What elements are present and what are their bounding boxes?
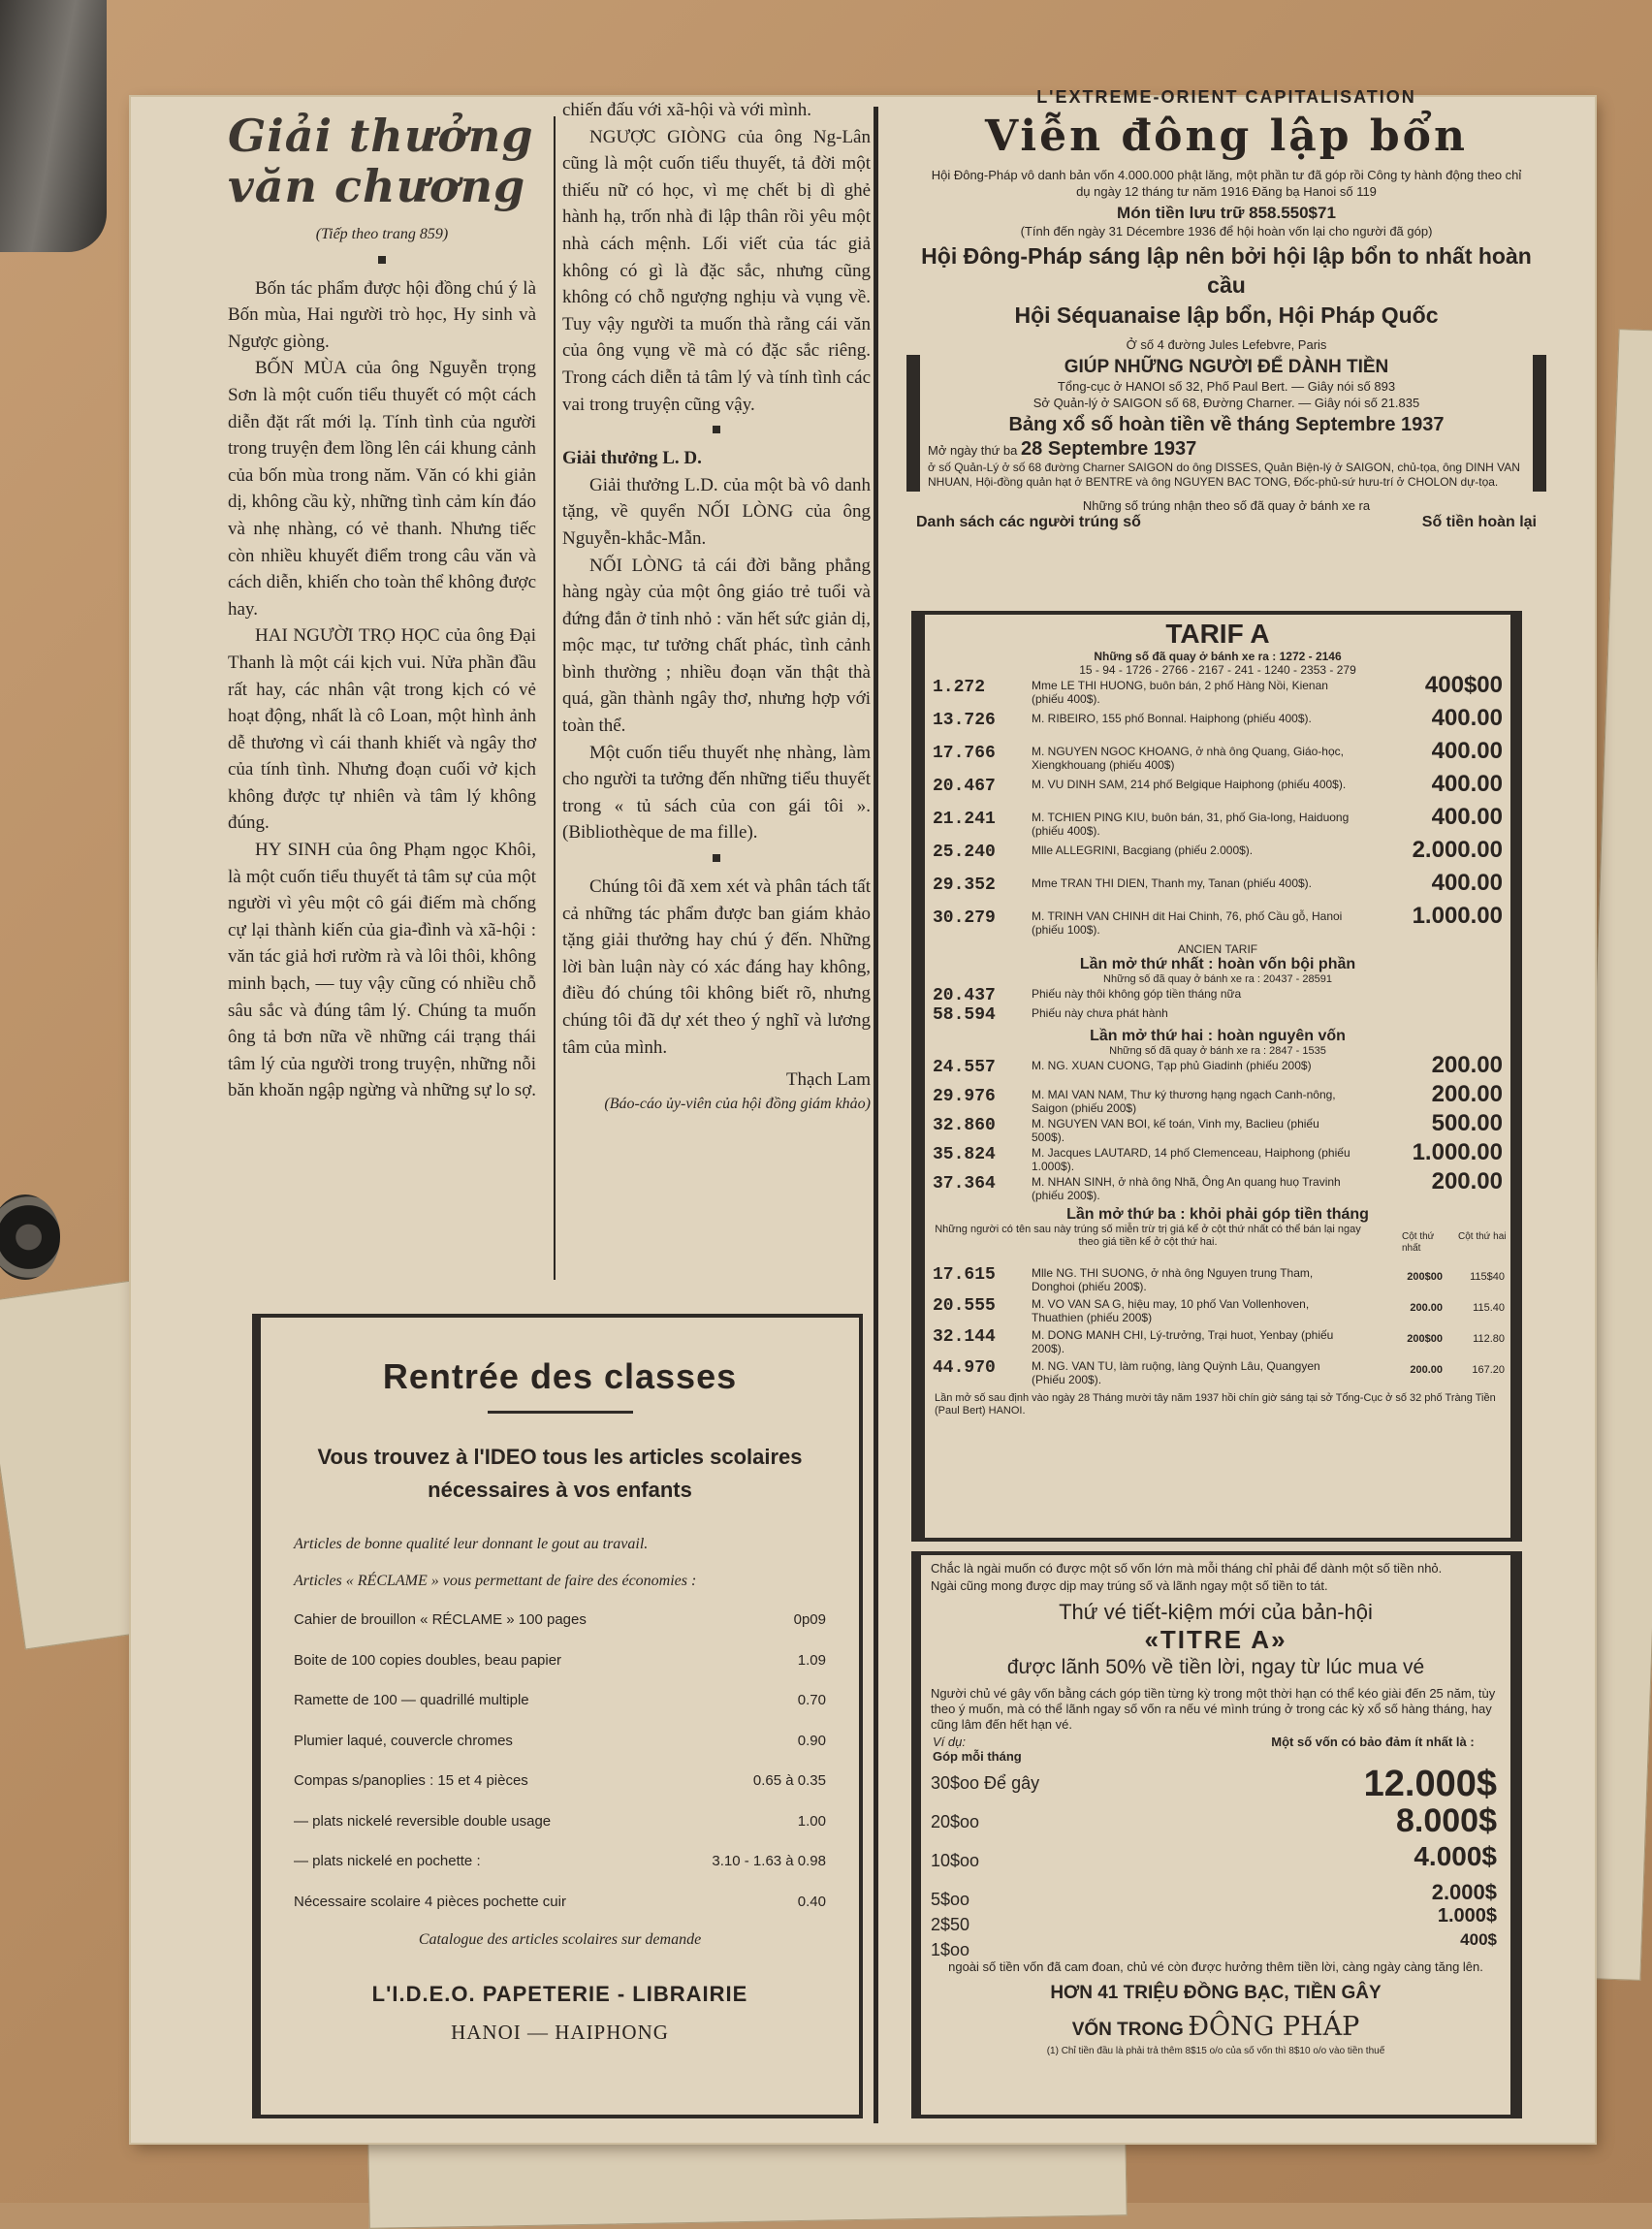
tarif-row-amount: 1.000.00	[1412, 903, 1503, 929]
reserve-value: 858.550$71	[1249, 204, 1336, 222]
next-draw-note: Lần mở số sau định vào ngày 28 Tháng mười tây năm 1937 hồi chín giờ sáng tại sở Tổng-Cục ở số 32 phố Tràng Tiền (Paul Bert) HANOI.	[935, 1392, 1496, 1417]
tarif-row	[925, 1357, 1510, 1388]
second-draw-note: Những số đã quay ở bánh xe ra : 2847 - 1535	[1109, 1045, 1326, 1057]
continued-note: (Tiếp theo trang 859)	[315, 226, 449, 242]
winners-left-label: Danh sách các người trúng số	[916, 514, 1141, 530]
titre-example: Ví dụ:	[933, 1735, 966, 1749]
tarif-row-description: Mlle ALLEGRINI, Bacgiang (phiếu 2.000$).	[1032, 844, 1254, 857]
signature-note: (Báo-cáo ủy-viên của hội đồng giám khảo)	[604, 1095, 871, 1112]
titre-heading: Thứ vé tiết-kiệm mới của bản-hội	[1059, 1600, 1373, 1624]
first-draw-rows	[925, 985, 1510, 1024]
article-paragraph: HY SINH của ông Phạm ngọc Khôi, là một cuốn tiểu thuyết tả tâm sự của một người vì yêu một cô gái điếm mà chống cự lại thành kiến của gia-đình và xã-hội : văn tác giả hơi rườm rà và lôi thôi, không minh bạch, — tuy vậy cũng có nhiều chỗ sâu sắc và đúng tâm lý. Chúng ta muốn ông tả bơn nữa về những cái trạng thái tâm lý của người trong truyện, những nỗi băn khoăn ngập ngừng và những sự lo sợ.	[228, 840, 536, 1101]
tarif-row-number: 21.241	[933, 810, 996, 829]
third-draw-header	[925, 1224, 1510, 1264]
titre-row	[921, 1880, 1510, 1909]
tarif-row-number: 29.976	[933, 1087, 996, 1106]
tarif-row-amount: 400.00	[1431, 804, 1503, 830]
lottery-date-line	[928, 438, 1525, 461]
titre-row	[921, 1905, 1510, 1934]
titre-foot-a: VỐN TRONG	[1071, 2020, 1184, 2040]
second-draw-label: Lần mở thứ hai : hoàn nguyên vốn	[1090, 1028, 1346, 1044]
tarif-row	[925, 672, 1510, 710]
tarif-row	[925, 1081, 1510, 1115]
newspaper-page	[131, 87, 1595, 2143]
titre-row	[921, 1802, 1510, 1841]
titre-foot-line	[921, 2012, 1510, 2042]
winners-note: Những số trúng nhận theo số đã quay ở bánh xe ra	[1082, 498, 1371, 513]
tarif-row-number: 35.824	[933, 1145, 996, 1164]
ad-item-price: 0.65 à 0.35	[752, 1772, 826, 1789]
titre-bonus: ngoài số tiền vốn đã cam đoan, chủ vé còn được hưởng thêm tiền lời, càng ngày càng tăng lên.	[948, 1959, 1483, 1974]
titre-foot-b: ĐÔNG PHÁP	[1188, 2012, 1360, 2042]
first-draw-label: Lần mở thứ nhất : hoàn vốn bội phần	[1079, 956, 1356, 972]
article-title: Giải thưởng văn chương	[228, 110, 534, 212]
tarif-row	[925, 1326, 1510, 1357]
titre-intro: Ngài cũng mong được dịp may trúng số và lãnh ngay một số tiền to tát.	[931, 1578, 1328, 1593]
ad-divider	[488, 1411, 633, 1414]
tarif-row	[925, 1004, 1510, 1024]
titre-row-monthly: 1$oo	[931, 1940, 970, 1959]
tarif-row-description: M. MAI VAN NAM, Thư ký thương hạng ngạch Canh-nông, Saigon (phiếu 200$)	[1032, 1088, 1336, 1115]
tarif-row-description: M. TCHIEN PING KIU, buôn bán, 31, phố Gia-long, Haiduong (phiếu 400$).	[1032, 811, 1350, 838]
section-heading: Giải thưởng L. D.	[562, 448, 702, 469]
tarif-row-amount: 200.00	[1431, 1168, 1503, 1194]
tarif-row	[925, 1052, 1510, 1086]
tarif-row	[925, 985, 1510, 1004]
ad-item-price: 1.00	[797, 1812, 826, 1830]
tarif-row-description: M. NHAN SINH, ở nhà ông Nhã, Ông An quang huọ Travinh (phiếu 200$).	[1032, 1175, 1341, 1202]
ad-item-price: 0.40	[797, 1893, 826, 1910]
section-bullet	[713, 854, 720, 862]
ad-item-price: 0.70	[797, 1692, 826, 1708]
tarif-row-amount: 400.00	[1431, 738, 1503, 764]
ad-item-name: Plumier laqué, couvercle chromes	[294, 1732, 513, 1749]
tarif-row-amount: 400.00	[1431, 705, 1503, 731]
tarif-row-description: M. VU DINH SAM, 214 phố Belgique Haiphong (phiếu 400$).	[1032, 778, 1347, 791]
article-paragraph: NGƯỢC GIÒNG của ông Ng-Lân cũng là một cuốn tiểu thuyết, tả đời một thiếu nữ có học, vì mẹ chết bị dì ghẻ hành hạ, trốn nhà đi lập thân rồi yêu một nhà cách mệnh. Lối viết của tác giả không có gì là đặc sắc, nhưng cũng không có chỗ ngượng nghịu và vụng về. Tuy vậy người ta muốn thà rằng cái văn của ông vụng về mà có đặc sắc riêng. Trong cách diễn tả tâm lý và tính tình các vai trong truyện cũng vậy.	[562, 126, 871, 415]
tarif-row-number: 20.437	[933, 986, 996, 1005]
titre-row-value: 12.000$	[1363, 1764, 1497, 1804]
tarif-row-col1: 200.00	[1410, 1364, 1443, 1376]
ad-title: Rentrée des classes	[382, 1356, 738, 1396]
tarif-row-description: M. NGUYEN VAN BOI, kế toán, Vinh my, Baclieu (phiếu 500$).	[1032, 1117, 1319, 1144]
company-banner: L'EXTREME-ORIENT CAPITALISATION	[1036, 87, 1416, 107]
company-intro: Hội Đông-Pháp vô danh bản vốn 4.000.000 phật lăng, một phần tư đã góp rồi Công ty hành động theo chỉ dụ ngày 12 tháng tư năm 1916 Đăng bạ Hanoi số 119	[931, 168, 1522, 199]
article-paragraph: Bốn tác phẩm được hội đồng chú ý là Bốn mùa, Hai người trò học, Hy sinh và Ngược giòng.	[228, 277, 536, 352]
reserve-line	[887, 204, 1566, 223]
column-rule	[874, 107, 878, 2123]
ad-item-name: Compas s/panoplies : 15 et 4 pièces	[294, 1772, 528, 1789]
tarif-row	[925, 1139, 1510, 1173]
col1-label: Cột thứ nhất	[1402, 1231, 1435, 1254]
titre-row-monthly: 30$oo Để gây	[931, 1773, 1040, 1793]
ad-item-name: — plats nickelé en pochette :	[294, 1853, 481, 1869]
article-paragraph: chiến đấu với xã-hội và với mình.	[562, 100, 812, 120]
col2-label: Cột thứ hai	[1458, 1231, 1507, 1242]
tarif-row-col2: 112.80	[1473, 1333, 1505, 1345]
tarif-row-col2: 167.20	[1472, 1364, 1505, 1376]
titre-a-box	[911, 1551, 1522, 2118]
ad-item-price: 1.09	[797, 1651, 826, 1669]
ad-store-name: L'I.D.E.O. PAPETERIE - LIBRAIRIE	[371, 1982, 748, 2006]
tarif-row-col1: 200$00	[1407, 1333, 1443, 1345]
slogan: Hội Séquanaise lập bổn, Hội Pháp Quốc	[1014, 303, 1439, 328]
tarif-row-amount: 400.00	[1431, 870, 1503, 896]
ad-item-name: Boite de 100 copies doubles, beau papier	[294, 1651, 562, 1669]
tarif-row-amount: 400.00	[1431, 771, 1503, 797]
titre-row	[921, 1930, 1510, 1959]
ad-item	[294, 1882, 826, 1923]
titre-row-monthly: 10$oo	[931, 1851, 980, 1870]
tarif-draw-label: Những số đã quay ở bánh xe ra : 1272 - 2146	[1094, 650, 1342, 663]
titre-row-value: 8.000$	[1396, 1802, 1497, 1839]
ad-item-price: 0.90	[797, 1732, 826, 1749]
tarif-row-description: M. RIBEIRO, 155 phố Bonnal. Haiphong (phiếu 400$).	[1032, 712, 1312, 725]
titre-row-value: 4.000$	[1414, 1841, 1497, 1871]
tarif-row-description: M. NG. XUAN CUONG, Tạp phủ Giadinh (phiếu 200$)	[1032, 1059, 1312, 1072]
tarif-row-number: 32.144	[933, 1327, 996, 1347]
tarif-row-number: 24.557	[933, 1058, 996, 1077]
titre-foot: HƠN 41 TRIỆU ĐỒNG BẠC, TIỀN GÂY	[1050, 1983, 1382, 2003]
tarif-row-description: Phiếu này chưa phát hành	[1032, 1006, 1168, 1020]
ad-item-name: Nécessaire scolaire 4 pièces pochette cuir	[294, 1893, 566, 1910]
middle-column	[562, 97, 871, 1115]
third-draw-note: Những người có tên sau này trúng số miễn trừ trị giá kể ở cột thứ nhất có thể bán lại ngay theo giá tiền kể ở cột thứ hai.	[935, 1224, 1361, 1248]
titre-guarantee: Một số vốn có bảo đảm ít nhất là :	[1271, 1735, 1475, 1749]
tarif-row-amount: 500.00	[1431, 1110, 1503, 1136]
lottery-date: 28 Septembre 1937	[1021, 438, 1197, 460]
tarif-row-col1: 200$00	[1407, 1271, 1443, 1283]
lottery-place: ở số Quản-Lý ở số 68 đường Charner SAIGON do ông DISSES, Quản Biện-lý ở SAIGON, chủ-tọa, ông DINH VAN NHUAN, Hội-đồng quản hạt ở BENTRE và ông NGUYEN BAC TONG, Đốc-phủ-sứ hưu-trí ở CHOLON dự-tọa.	[928, 461, 1520, 489]
tarif-row	[925, 771, 1510, 809]
tarif-row-number: 32.860	[933, 1116, 996, 1135]
ad-item	[294, 1801, 826, 1842]
help-heading: GIÚP NHỮNG NGƯỜI ĐỂ DÀNH TIỀN	[1064, 357, 1389, 377]
tarif-row-description: M. Jacques LAUTARD, 14 phố Clemenceau, Haiphong (phiếu 1.000$).	[1032, 1146, 1350, 1173]
lottery-title: Bảng xổ số hoàn tiền về tháng Septembre 1937	[1008, 414, 1445, 435]
tarif-row-number: 17.766	[933, 744, 996, 763]
tarif-row-amount: 200.00	[1431, 1081, 1503, 1107]
reserve-label: Món tiền lưu trữ	[1117, 204, 1245, 222]
ad-item	[294, 1761, 826, 1801]
ad-item-name: Ramette de 100 — quadrillé multiple	[294, 1692, 529, 1708]
ad-line: Articles « RÉCLAME » vous permettant de faire des économies :	[294, 1573, 697, 1589]
section-bullet	[378, 256, 386, 264]
ad-catalogue: Catalogue des articles scolaires sur demande	[418, 1931, 702, 1948]
article-paragraph: HAI NGƯỜI TRỌ HỌC của ông Đại Thanh là một cái kịch vui. Nửa phần đầu rất hay, các nhân vật trong kịch có vẻ hoạt động, nhất là cô Loan, một hình ảnh dễ thương vì cái thanh khiết và ngây thơ của tính tình. Nhưng đoạn cuối vở kịch không được tự nhiên và tâm lý không đúng.	[228, 625, 536, 834]
tarif-row	[925, 1168, 1510, 1202]
branch-line: Tổng-cục ở HANOI số 32, Phố Paul Bert. — Giây nói số 893	[1057, 379, 1396, 394]
ad-item	[294, 1600, 826, 1640]
article-paragraph: NỐI LÒNG tả cái đời bằng phẳng hàng ngày của một ông giáo trẻ tuổi và đứng đắn ở tỉnh nhỏ : văn hết sức giản dị, mộc mạc, tư tưởng chất phác, tình cảnh bình thường ; nhiều đoạn văn thật thà quá, gần thành ngây thơ, nhưng hợp với toàn thể.	[562, 555, 871, 737]
titre-name: «TITRE A»	[1144, 1625, 1287, 1654]
winners-right-label: Số tiền hoàn lại	[1421, 514, 1537, 530]
tarif-row-amount: 2.000.00	[1412, 837, 1503, 863]
tarif-row	[925, 837, 1510, 875]
tarif-row-description: M. TRINH VAN CHINH dit Hai Chinh, 76, phố Cầu gỗ, Hanoi (phiếu 100$).	[1032, 909, 1343, 937]
tarif-row-amount: 1.000.00	[1412, 1139, 1503, 1165]
article-paragraph: Chúng tôi đã xem xét và phân tách tất cả những tác phẩm được ban giám khảo tặng giải thưởng hay chú ý đến. Những lời bàn luận này có xác đáng hay không, điều đó chúng tôi không biết rõ, nhưng chúng tôi đã dự xét theo ý nghĩ và lương tâm của mình.	[562, 876, 871, 1058]
tarif-row-number: 58.594	[933, 1005, 996, 1025]
ad-lead: Vous trouvez à l'IDEO tous les articles scolaires nécessaires à vos enfants	[317, 1445, 803, 1502]
tarif-row	[925, 738, 1510, 776]
lottery-box	[906, 355, 1546, 492]
titre-row-monthly: 2$50	[931, 1915, 970, 1934]
tarif-draw-numbers: 15 - 94 - 1726 - 2766 - 2167 - 241 - 1240 - 2353 - 279	[1079, 663, 1356, 677]
tarif-row-amount: 400$00	[1424, 672, 1503, 698]
titre-example-line	[933, 1735, 1499, 1749]
third-draw-rows	[925, 1264, 1510, 1388]
titre-footnote: (1) Chỉ tiền đầu là phải trả thêm 8$15 o/o của số vốn thì 8$10 o/o vào tiền thuế	[1046, 2046, 1385, 2056]
tarif-row-amount: 200.00	[1431, 1052, 1503, 1078]
right-column-header	[887, 87, 1566, 531]
tarif-title: TARIF A	[1165, 619, 1270, 649]
left-column	[228, 111, 536, 1104]
tarif-row-number: 44.970	[933, 1358, 996, 1378]
lottery-date-label: Mở ngày thứ ba	[928, 443, 1018, 458]
reserve-note: (Tính đến ngày 31 Décembre 1936 để hội hoàn vốn lại cho người đã góp)	[1020, 224, 1433, 239]
titre-row-value: 400$	[1460, 1930, 1497, 1949]
section-bullet	[713, 426, 720, 433]
tarif-row-col2: 115.40	[1473, 1302, 1505, 1314]
article-paragraph: Một cuốn tiểu thuyết nhẹ nhàng, làm cho người ta tưởng đến những tiểu thuyết trong « tủ sách của con gái tôi ». (Bibliothèque de ma fille).	[562, 742, 871, 844]
titre-row-value: 1.000$	[1437, 1905, 1497, 1926]
titre-row-value: 2.000$	[1431, 1880, 1497, 1904]
branch-line: Sở Quản-lý ở SAIGON số 68, Đường Charner. — Giây nói số 21.835	[1032, 396, 1420, 410]
tarif-row-number: 25.240	[933, 843, 996, 862]
tarif-row-description: Phiếu này thôi không góp tiền tháng nữa	[1032, 987, 1242, 1001]
ad-item	[294, 1721, 826, 1762]
titre-row-monthly: 20$oo	[931, 1812, 980, 1831]
titre-body: Người chủ vé gây vốn bằng cách góp tiền từng kỳ trong một thời hạn có thể kéo giài đến 25 năm, tùy theo ý muốn, mà có thể lãnh ngay số vốn ra nếu vé mình trúng ở trong các kỳ xổ số hàng tháng, hay cũng lâm đến hết hạn vé.	[931, 1686, 1496, 1732]
ad-item	[294, 1640, 826, 1681]
titre-intro: Chắc là ngài muốn có được một số vốn lớn mà mỗi tháng chỉ phải để dành một số tiền nhỏ.	[931, 1561, 1443, 1576]
tarif-row-description: M. DONG MANH CHI, Lý-trưởng, Trại huot, Yenbay (phiếu 200$).	[1032, 1328, 1334, 1355]
column-rule	[554, 116, 556, 1280]
tarif-row-description: M. VO VAN SA G, hiệu may, 10 phố Van Vollenhoven, Thuathien (phiếu 200$)	[1032, 1297, 1310, 1324]
tarif-row-col1: 200.00	[1410, 1302, 1443, 1314]
tarif-row-number: 1.272	[933, 678, 986, 697]
ideo-advertisement	[252, 1314, 863, 2118]
ad-item	[294, 1680, 826, 1721]
titre-row-monthly: 5$oo	[931, 1890, 970, 1909]
ad-line: Articles de bonne qualité leur donnant le gout au travail.	[294, 1536, 649, 1552]
ad-item-name: Cahier de brouillon « RÉCLAME » 100 pages	[294, 1611, 587, 1628]
tarif-row-number: 13.726	[933, 711, 996, 730]
tarif-row-description: Mme LE THI HUONG, buôn bán, 2 phố Hàng Nồi, Kienan (phiếu 400$).	[1032, 679, 1328, 706]
tarif-row	[925, 705, 1510, 743]
tarif-row	[925, 1295, 1510, 1326]
tarif-row-number: 30.279	[933, 908, 996, 928]
clip-hardware	[0, 0, 107, 252]
company-address: Ở số 4 đường Jules Lefebvre, Paris	[1126, 337, 1327, 352]
tarif-row-number: 20.467	[933, 777, 996, 796]
second-draw-rows	[925, 1052, 1510, 1202]
article-paragraph: Giải thưởng L.D. của một bà vô danh tặng, về quyển NỐI LÒNG của ông Nguyễn-khắc-Mẫn.	[562, 474, 871, 549]
third-draw-label: Lần mở thứ ba : khỏi phải góp tiền tháng	[1066, 1206, 1369, 1223]
ad-item	[294, 1841, 826, 1882]
ad-item-price: 3.10 - 1.63 à 0.98	[712, 1853, 826, 1869]
company-title: Viễn đông lập bổn	[985, 111, 1468, 161]
author-signature: Thạch Lam	[785, 1069, 871, 1091]
ancien-tarif: ANCIEN TARIF	[1177, 942, 1258, 956]
article-paragraph: BỐN MÙA của ông Nguyễn trọng Sơn là một cuốn tiểu thuyết có một cách diễn đặt rất mới lạ. Tính tình của người trong truyện đem lồng lên cái khung cảnh của bốn mùa trong năm. Văn có khi giản dị, không cầu kỳ, những tình cảm kín đáo và nhẹ nhàng, có vẻ thanh. Nhưng tiếc còn nhiều khuyết điểm trong câu văn và cách diễn, khiến cho toàn thể không được hay.	[228, 358, 536, 620]
tarif-row-number: 20.555	[933, 1296, 996, 1316]
tarif-row-description: Mme TRAN THI DIEN, Thanh my, Tanan (phiếu 400$).	[1032, 876, 1313, 890]
titre-rows	[921, 1764, 1510, 1959]
slogan: Hội Đông-Pháp sáng lập nên bởi hội lập bổn to nhất hoàn cầu	[921, 243, 1532, 298]
tarif-rows	[925, 672, 1510, 940]
tarif-row-description: Mlle NG. THI SUONG, ở nhà ông Nguyen trung Tham, Donghoi (phiếu 200$).	[1032, 1266, 1314, 1293]
first-draw-note: Những số đã quay ở bánh xe ra : 20437 - 28591	[1103, 973, 1332, 985]
titre-benefit: được lãnh 50% về tiền lời, ngay từ lúc mua vé	[1006, 1656, 1425, 1678]
tarif-row-number: 17.615	[933, 1265, 996, 1285]
tarif-row-description: M. NG. VAN TU, làm ruộng, làng Quỳnh Lâu, Quangyen (Phiếu 200$).	[1032, 1359, 1320, 1386]
titre-row	[921, 1764, 1510, 1802]
tarif-row-number: 29.352	[933, 876, 996, 895]
winners-header	[916, 514, 1537, 531]
tarif-row-description: M. NGUYEN NGOC KHOANG, ở nhà ông Quang, Giáo-học, Xiengkhouang (phiếu 400$)	[1032, 745, 1344, 772]
titre-row	[921, 1841, 1510, 1880]
tarif-row-col2: 115$40	[1470, 1271, 1505, 1283]
tarif-a-box	[911, 611, 1522, 1542]
ad-store-cities: HANOI — HAIPHONG	[451, 2021, 669, 2044]
tarif-row	[925, 1264, 1510, 1295]
ad-item-price: 0p09	[793, 1611, 826, 1628]
titre-monthly: Góp mỗi tháng	[933, 1749, 1022, 1764]
ad-item-name: — plats nickelé reversible double usage	[294, 1812, 552, 1830]
tarif-row-number: 37.364	[933, 1174, 996, 1194]
tarif-row	[925, 903, 1510, 940]
